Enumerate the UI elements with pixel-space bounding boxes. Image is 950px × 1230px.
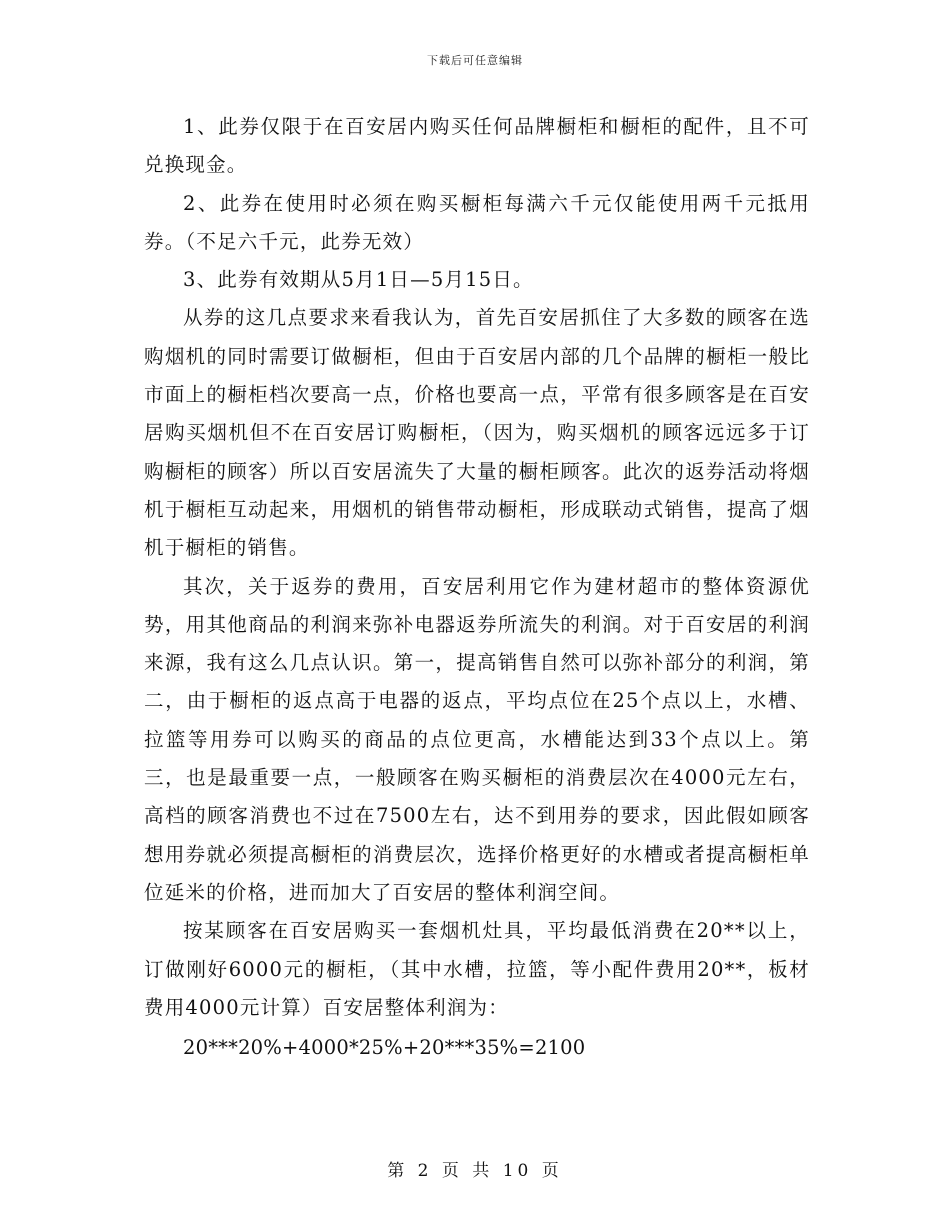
paragraph-analysis-1: 从券的这几点要求来看我认为，首先百安居抓住了大多数的顾客在选购烟机的同时需要订做橱柜，但由于百安居内部的几个品牌的橱柜一般比市面上的橱柜档次要高一点，价格也要高一点，平常有很多顾客是在百安居购买烟机但不在百安居订购橱柜，（因为，购买烟机的顾客远远多于订购橱柜的顾客）所以百安居流失了大量的橱柜顾客。此次的返券活动将烟机于橱柜互动起来，用烟机的销售带动橱柜，形成联动式销售，提高了烟机于橱柜的销售。: [144, 306, 810, 560]
profit-formula: 20***20%+4000*25%+20***35%=2100: [183, 1036, 586, 1060]
page-footer: 第 2 页 共 10 页: [387, 1161, 563, 1181]
paragraph-analysis-2: 其次，关于返券的费用，百安居利用它作为建材超市的整体资源优势，用其他商品的利润来弥补电器返券所流失的利润。对于百安居的利润来源，我有这么几点认识。第一，提高销售自然可以弥补部分的利润，第二，由于橱柜的返点高于电器的返点，平均点位在25个点以上，水槽、拉篮等用券可以购买的商品的点位更高，水槽能达到33个点以上。第三，也是最重要一点，一般顾客在购买橱柜的消费层次在4000元左右，高档的顾客消费也不过在7500左右，达不到用券的要求，因此假如顾客想用券就必须提高橱柜的消费层次，选择价格更好的水槽或者提高橱柜单位延米的价格，进而加大了百安居的整体利润空间。: [144, 574, 810, 904]
paragraph-rule-3: 3、此券有效期从5月1日—5月15日。: [183, 268, 534, 292]
page-header: 下载后可任意编辑: [427, 54, 523, 67]
paragraph-rule-1: 1、此券仅限于在百安居内购买任何品牌橱柜和橱柜的配件，且不可兑换现金。: [144, 115, 810, 177]
document-body: [144, 108, 810, 1067]
paragraph-example: 按某顾客在百安居购买一套烟机灶具，平均最低消费在20**以上，订做刚好6000元的橱柜，（其中水槽，拉篮，等小配件费用20**，板材费用4000元计算）百安居整体利润为：: [144, 919, 810, 1019]
paragraph-rule-2: 2、此券在使用时必须在购买橱柜每满六千元仅能使用两千元抵用券。（不足六千元，此券无效）: [144, 191, 810, 253]
